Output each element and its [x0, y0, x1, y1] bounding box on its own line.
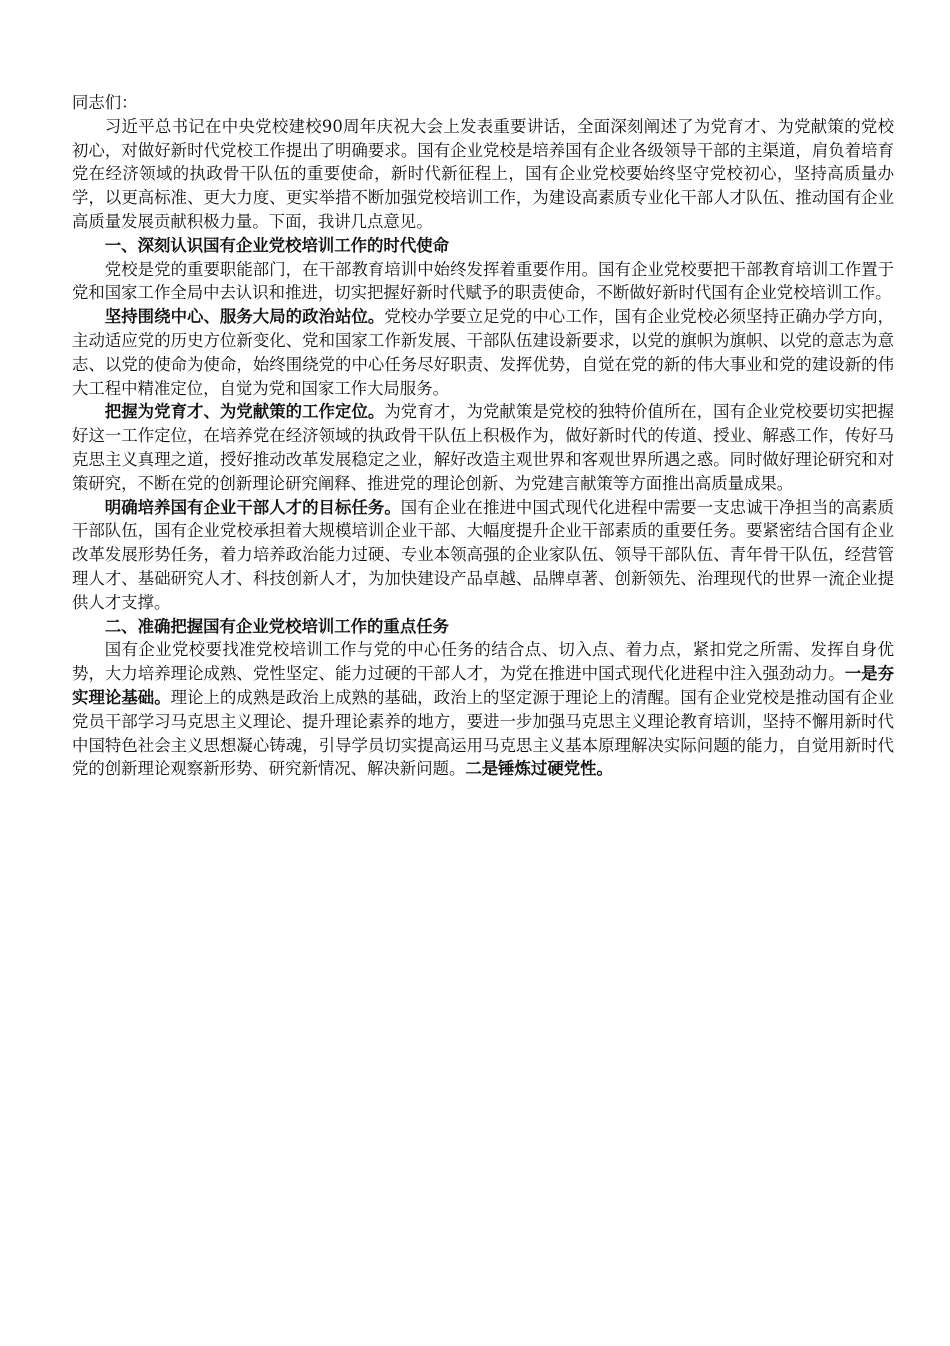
section-2-paragraph	[72, 638, 894, 781]
section-1-point-2	[72, 400, 894, 495]
section-2-heading: 二、准确把握国有企业党校培训工作的重点任务	[104, 616, 449, 636]
section-1-heading: 一、深刻认识国有企业党校培训工作的时代使命	[104, 235, 449, 255]
point-2-title: 把握为党育才、为党献策的工作定位。	[104, 402, 385, 422]
point-1-body: 党校办学要立足党的中心工作，国有企业党校必须坚持正确办学方向，主动适应党的历史方位新变化、党和国家工作新发展、干部队伍建设新要求，以党的旗帜为旗帜、以党的意志为意志、以党的使命为使命，始终围绕党的中心任务尽好职责、发挥优势，自觉在党的新的伟大事业和党的建设新的伟大工程中精准定位，自觉为党和国家工作大局服务。	[72, 307, 895, 398]
section-1-lead-paragraph: 党校是党的重要职能部门，在干部教育培训中始终发挥着重要作用。国有企业党校要把干部教育培训工作置于党和国家工作全局中去认识和推进，切实把握好新时代赋予的职责使命，不断做好新时代国有企业党校培训工作。	[72, 259, 894, 303]
salutation: 同志们：	[72, 93, 138, 112]
section-2-lead: 国有企业党校要找准党校培训工作与党的中心任务的结合点、切入点、着力点，紧扣党之所需、发挥自身优势，大力培养理论成熟、党性坚定、能力过硬的干部人才，为党在推进中国式现代化进程中注入强劲动力。	[72, 640, 894, 684]
section-1-point-1	[72, 305, 894, 400]
section-2-point-1-body: 理论上的成熟是政治上成熟的基础，政治上的坚定源于理论上的清醒。国有企业党校是推动国有企业党员干部学习马克思主义理论、提升理论素养的地方，要进一步加强马克思主义理论教育培训，坚持不懈用新时代中国特色社会主义思想凝心铸魂，引导学员切实提高运用马克思主义基本原理解决实际问题的能力，自觉用新时代党的创新理论观察新形势、研究新情况、解决新问题。	[72, 687, 895, 779]
point-3-title: 明确培养国有企业干部人才的目标任务。	[104, 497, 401, 517]
point-1-title: 坚持围绕中心、服务大局的政治站位。	[104, 307, 385, 327]
document-body	[72, 91, 894, 781]
intro-paragraph: 习近平总书记在中央党校建校90周年庆祝大会上发表重要讲话，全面深刻阐述了为党育才、为党献策的党校初心，对做好新时代党校工作提出了明确要求。国有企业党校是培养国有企业各级领导干部的主渠道，肩负着培育党在经济领域的执政骨干队伍的重要使命，新时代新征程上，国有企业党校要始终坚守党校初心，坚持高质量办学，以更高标准、更大力度、更实举措不断加强党校培训工作，为建设高素质专业化干部人才队伍、推动国有企业高质量发展贡献积极力量。下面，我讲几点意见。	[72, 116, 894, 231]
point-2-body: 为党育才，为党献策是党校的独特价值所在，国有企业党校要切实把握好这一工作定位，在培养党在经济领域的执政骨干队伍上积极作为，做好新时代的传道、授业、解惑工作，传好马克思主义真理之道，授好推动改革发展稳定之业，解好改造主观世界和客观世界所遇之惑。同时做好理论研究和对策研究，不断在党的创新理论研究阐释、推进党的理论创新、为党建言献策等方面推出高质量成果。	[72, 402, 895, 493]
section-2-point-1-title: 一是夯实理论基础。	[72, 664, 895, 707]
point-3-body: 国有企业在推进中国式现代化进程中需要一支忠诚干净担当的高素质干部队伍，国有企业党校承担着大规模培训企业干部、大幅度提升企业干部素质的重要任务。要紧密结合国有企业改革发展形势任务，着力培养政治能力过硬、专业本领高强的企业家队伍、领导干部队伍、青年骨干队伍，经营管理人才、基础研究人才、科技创新人才，为加快建设产品卓越、品牌卓著、创新领先、治理现代的世界一流企业提供人才支撑。	[72, 497, 895, 612]
section-1-point-3	[72, 496, 894, 615]
section-2-point-2-title: 二是锤炼过硬党性。	[465, 759, 613, 779]
